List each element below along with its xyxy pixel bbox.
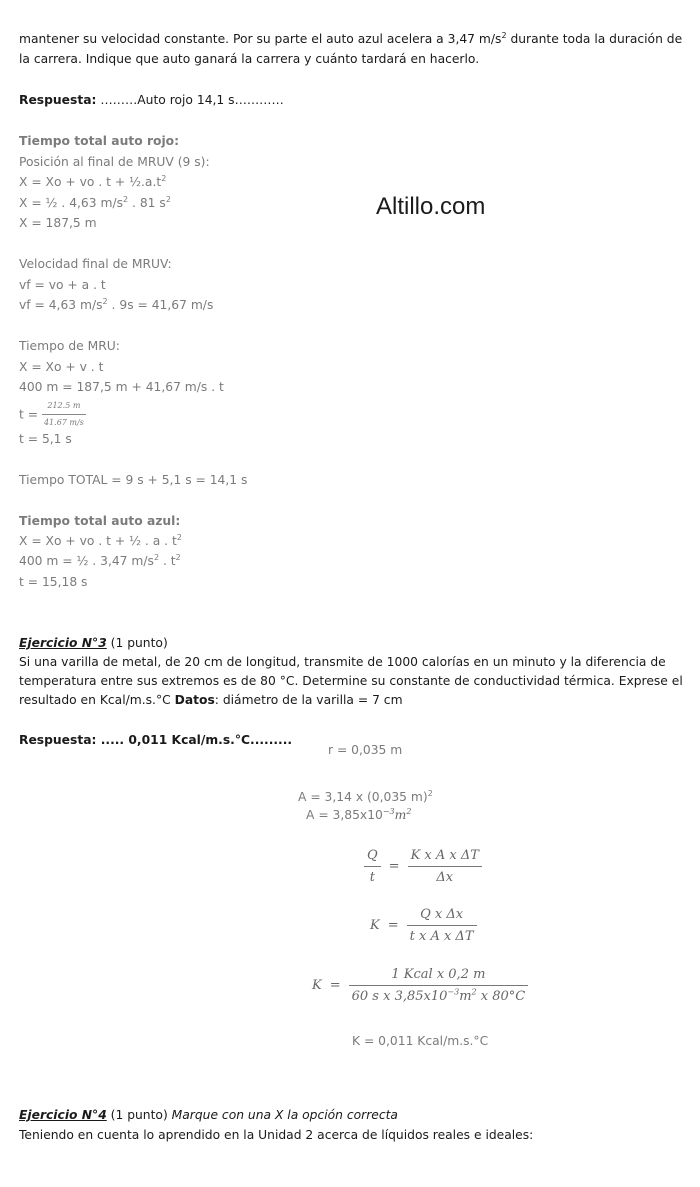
exercise-3-title: Ejercicio N°3 (1 punto) [19, 636, 168, 650]
red-car-line: X = ½ . 4,63 $m/s^2$ . 81 $s^2$ [19, 194, 171, 210]
exercise-3-text: resultado en Kcal/m.s.°C Datos: diámetro de la varilla = 7 cm [19, 693, 403, 707]
exercise-4-text: Teniendo en cuenta lo aprendido en la Unidad 2 acerca de líquidos reales e ideales: [19, 1128, 534, 1142]
substitution-equation: K = $\frac{\text{1 Kcal x 0,2 m}}{60 s x 3,85x10^{-3}m^2 x 80^\circ C}$ [312, 967, 528, 1004]
red-car-line: vf = vo + a . t [19, 278, 106, 292]
red-car-line: Tiempo de MRU: [19, 339, 120, 353]
red-car-heading: Tiempo total auto rojo: [19, 134, 180, 148]
red-car-total: Tiempo TOTAL = 9 s + 5,1 s = 14,1 s [19, 473, 248, 487]
exercise-4-title: Ejercicio N°4 (1 punto) Marque con una X la opción correcta [19, 1108, 398, 1122]
conductivity-equation: K = $\frac{\text{Q x Δx}}{\text{t x A x ΔT}}$ [370, 907, 477, 944]
answer-1: Respuesta: ………Auto rojo 14,1 s………… [19, 93, 284, 107]
calc-line: $A = 3,85x10^{-3}m^2$ [306, 806, 412, 822]
red-car-line: X = 187,5 m [19, 216, 97, 230]
red-car-line: vf = 4,63 $m/s^2$ . 9s = 41,67 m/s [19, 296, 214, 312]
red-car-line: X = Xo + v . t [19, 360, 104, 374]
heat-flow-equation: $\frac{Q}{t}$ = $\frac{\text{K x A x ΔT}}{\Delta x}$ [364, 848, 482, 885]
exercise-3-text: temperatura entre sus extremos es de 80 °C. Determine su constante de conductividad térmica. Exprese el [19, 674, 683, 688]
red-car-fraction-line: t = $\frac{212.5 m}{41.67 m/s}$ [19, 399, 86, 430]
red-car-line: Posición al final de MRUV (9 s): [19, 155, 210, 169]
blue-car-heading: Tiempo total auto azul: [19, 514, 181, 528]
blue-car-line: 400 m = ½ . 3,47 $m/s^2$ . $t^2$ [19, 552, 181, 568]
calc-line: A = 3,14 x (0,035 m)$^2$ [298, 788, 433, 804]
intro-line-2: la carrera. Indique que auto ganará la carrera y cuánto tardará en hacerlo. [19, 52, 480, 66]
fraction: $\frac{212.5 m}{41.67 m/s}$ [43, 401, 84, 427]
red-car-line: 400 m = 187,5 m + 41,67 m/s . t [19, 380, 224, 394]
watermark: Altillo.com [376, 193, 486, 220]
answer-3: Respuesta: ..... 0,011 Kcal/m.s.°C......... [19, 733, 293, 747]
red-car-line: t = 5,1 s [19, 432, 72, 446]
exercise-3-text: Si una varilla de metal, de 20 cm de longitud, transmite de 1000 calorías en un minuto y la diferencia de [19, 655, 666, 669]
intro-line-1: mantener su velocidad constante. Por su parte el auto azul acelera a 3,47 $m/s^2$ durante toda la duración de [19, 30, 683, 46]
result-line: K = 0,011 Kcal/m.s.°C [352, 1034, 489, 1048]
blue-car-line: t = 15,18 s [19, 575, 88, 589]
document-page [19, 0, 700, 1187]
red-car-line: Velocidad final de MRUV: [19, 257, 172, 271]
calc-line: r = 0,035 m [328, 743, 403, 757]
red-car-line: X = Xo + vo . $t + \frac{1}{2}.a.t^2$ [19, 173, 167, 189]
blue-car-line: X = Xo + vo . t + ½ . a . $t^2$ [19, 532, 182, 548]
